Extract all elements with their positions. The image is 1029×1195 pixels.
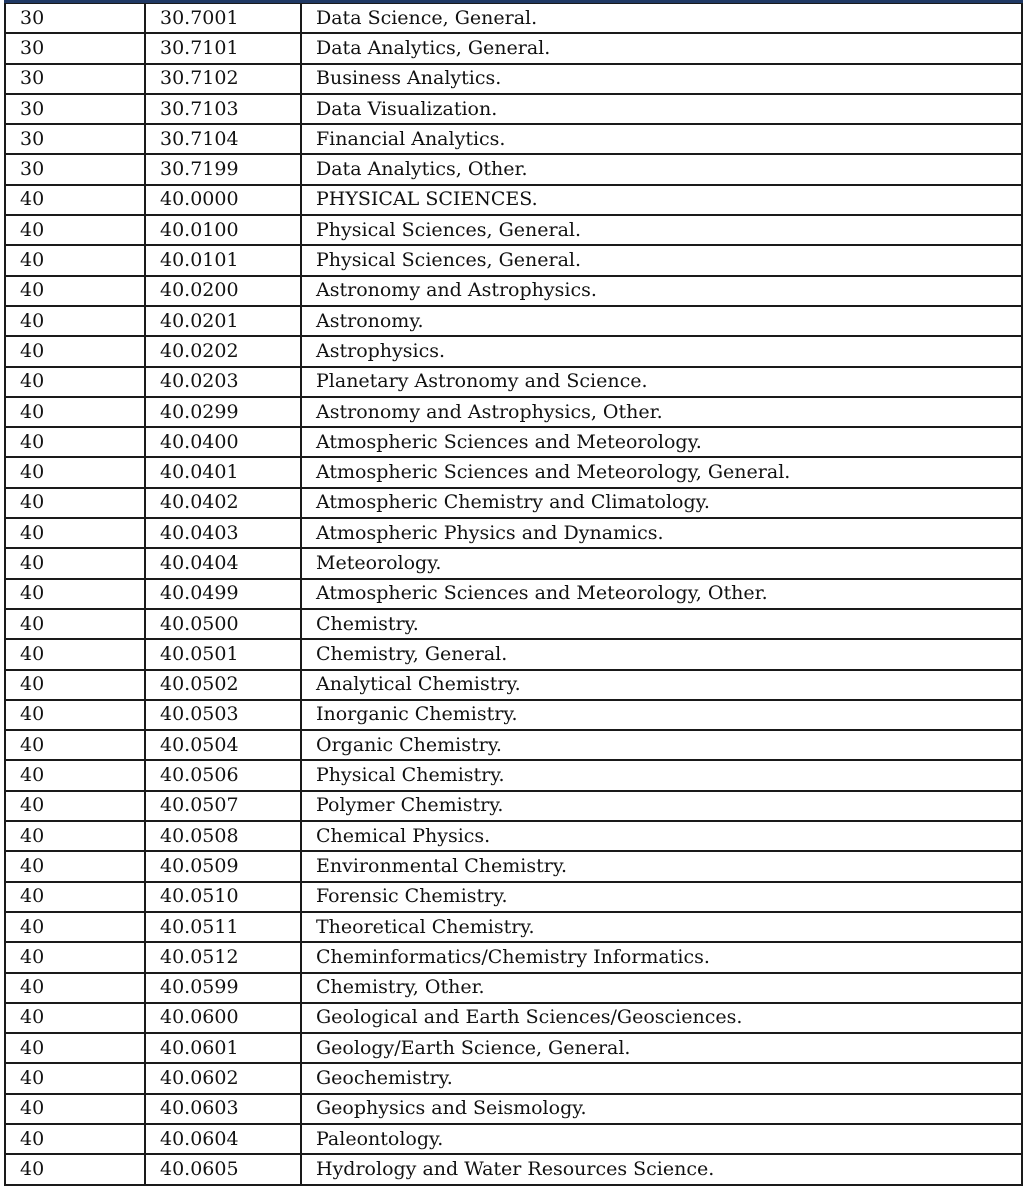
cip-family-cell: 40 (5, 518, 145, 548)
cip-code-cell: 40.0503 (145, 700, 301, 730)
table-row (5, 700, 1022, 730)
cip-title-cell: Theoretical Chemistry. (301, 912, 1022, 942)
cip-title-cell: Chemistry. (301, 609, 1022, 639)
cip-code-cell: 40.0605 (145, 1154, 301, 1184)
cip-family-cell: 40 (5, 397, 145, 427)
cip-code-cell: 40.0504 (145, 730, 301, 760)
cip-code-table (4, 3, 1023, 1186)
cip-title-cell: Atmospheric Sciences and Meteorology. (301, 427, 1022, 457)
table-row (5, 760, 1022, 790)
cip-title-cell: Astronomy and Astrophysics. (301, 276, 1022, 306)
cip-code-cell: 40.0400 (145, 427, 301, 457)
cip-family-cell: 40 (5, 1124, 145, 1154)
cip-code-cell: 40.0499 (145, 579, 301, 609)
cip-family-cell: 30 (5, 154, 145, 184)
cip-code-cell: 40.0600 (145, 1003, 301, 1033)
cip-code-cell: 30.7101 (145, 33, 301, 63)
cip-code-cell: 40.0403 (145, 518, 301, 548)
cip-code-cell: 40.0203 (145, 367, 301, 397)
table-row (5, 367, 1022, 397)
cip-family-cell: 40 (5, 306, 145, 336)
cip-family-cell: 30 (5, 94, 145, 124)
cip-code-cell: 40.0507 (145, 791, 301, 821)
cip-code-cell: 30.7103 (145, 94, 301, 124)
table-row (5, 276, 1022, 306)
cip-code-cell: 40.0509 (145, 851, 301, 881)
cip-code-cell: 30.7199 (145, 154, 301, 184)
cip-title-cell: Financial Analytics. (301, 124, 1022, 154)
table-row (5, 306, 1022, 336)
cip-family-cell: 40 (5, 942, 145, 972)
cip-code-cell: 40.0603 (145, 1094, 301, 1124)
cip-code-cell: 40.0512 (145, 942, 301, 972)
cip-title-cell: Atmospheric Physics and Dynamics. (301, 518, 1022, 548)
cip-title-cell: Atmospheric Chemistry and Climatology. (301, 488, 1022, 518)
cip-family-cell: 40 (5, 457, 145, 487)
cip-family-cell: 40 (5, 973, 145, 1003)
cip-family-cell: 40 (5, 427, 145, 457)
cip-title-cell: Forensic Chemistry. (301, 882, 1022, 912)
cip-title-cell: Physical Sciences, General. (301, 215, 1022, 245)
cip-code-cell: 40.0200 (145, 276, 301, 306)
cip-title-cell: Polymer Chemistry. (301, 791, 1022, 821)
cip-family-cell: 40 (5, 821, 145, 851)
table-row (5, 1124, 1022, 1154)
cip-family-cell: 40 (5, 609, 145, 639)
table-row (5, 518, 1022, 548)
cip-code-cell: 40.0402 (145, 488, 301, 518)
cip-code-cell: 40.0599 (145, 973, 301, 1003)
cip-code-cell: 40.0506 (145, 760, 301, 790)
cip-code-cell: 40.0511 (145, 912, 301, 942)
table-row (5, 427, 1022, 457)
cip-title-cell: Data Science, General. (301, 4, 1022, 34)
cip-code-cell: 40.0602 (145, 1063, 301, 1093)
table-row (5, 457, 1022, 487)
cip-code-cell: 40.0401 (145, 457, 301, 487)
cip-family-cell: 30 (5, 124, 145, 154)
cip-table-body (5, 4, 1022, 1185)
cip-title-cell: Business Analytics. (301, 64, 1022, 94)
cip-family-cell: 30 (5, 4, 145, 34)
table-row (5, 973, 1022, 1003)
table-row (5, 1063, 1022, 1093)
cip-title-cell: Paleontology. (301, 1124, 1022, 1154)
table-row (5, 154, 1022, 184)
table-row (5, 791, 1022, 821)
cip-code-cell: 30.7001 (145, 4, 301, 34)
cip-title-cell: Hydrology and Water Resources Science. (301, 1154, 1022, 1184)
table-row (5, 912, 1022, 942)
table-row (5, 851, 1022, 881)
table-row (5, 245, 1022, 275)
cip-code-cell: 30.7102 (145, 64, 301, 94)
cip-title-cell: Data Visualization. (301, 94, 1022, 124)
cip-title-cell: Meteorology. (301, 548, 1022, 578)
cip-code-cell: 40.0202 (145, 336, 301, 366)
cip-code-cell: 40.0500 (145, 609, 301, 639)
table-row (5, 336, 1022, 366)
cip-title-cell: Atmospheric Sciences and Meteorology, Other. (301, 579, 1022, 609)
cip-title-cell: Geophysics and Seismology. (301, 1094, 1022, 1124)
table-row (5, 124, 1022, 154)
cip-family-cell: 40 (5, 1063, 145, 1093)
cip-title-cell: Geological and Earth Sciences/Geosciences. (301, 1003, 1022, 1033)
cip-family-cell: 40 (5, 1033, 145, 1063)
cip-family-cell: 40 (5, 639, 145, 669)
cip-family-cell: 40 (5, 730, 145, 760)
cip-title-cell: Analytical Chemistry. (301, 670, 1022, 700)
cip-title-cell: Chemical Physics. (301, 821, 1022, 851)
table-row (5, 670, 1022, 700)
cip-code-cell: 40.0510 (145, 882, 301, 912)
table-row (5, 33, 1022, 63)
cip-family-cell: 40 (5, 336, 145, 366)
cip-code-cell: 40.0501 (145, 639, 301, 669)
cip-title-cell: Environmental Chemistry. (301, 851, 1022, 881)
cip-family-cell: 40 (5, 548, 145, 578)
table-row (5, 4, 1022, 34)
cip-family-cell: 30 (5, 33, 145, 63)
table-row (5, 942, 1022, 972)
cip-family-cell: 40 (5, 1094, 145, 1124)
cip-family-cell: 30 (5, 64, 145, 94)
cip-title-cell: Physical Chemistry. (301, 760, 1022, 790)
cip-family-cell: 40 (5, 912, 145, 942)
cip-code-cell: 40.0508 (145, 821, 301, 851)
cip-title-cell: Organic Chemistry. (301, 730, 1022, 760)
table-row (5, 1094, 1022, 1124)
table-row (5, 882, 1022, 912)
table-row (5, 397, 1022, 427)
cip-family-cell: 40 (5, 760, 145, 790)
cip-title-cell: Planetary Astronomy and Science. (301, 367, 1022, 397)
cip-code-cell: 40.0404 (145, 548, 301, 578)
cip-family-cell: 40 (5, 1154, 145, 1184)
cip-title-cell: Astronomy and Astrophysics, Other. (301, 397, 1022, 427)
cip-family-cell: 40 (5, 700, 145, 730)
table-row (5, 639, 1022, 669)
table-row (5, 1154, 1022, 1184)
cip-code-cell: 40.0604 (145, 1124, 301, 1154)
cip-family-cell: 40 (5, 215, 145, 245)
cip-title-cell: PHYSICAL SCIENCES. (301, 185, 1022, 215)
cip-title-cell: Geology/Earth Science, General. (301, 1033, 1022, 1063)
table-row (5, 185, 1022, 215)
table-row (5, 609, 1022, 639)
table-row (5, 821, 1022, 851)
cip-family-cell: 40 (5, 245, 145, 275)
cip-family-cell: 40 (5, 670, 145, 700)
cip-title-cell: Chemistry, Other. (301, 973, 1022, 1003)
table-row (5, 548, 1022, 578)
cip-title-cell: Data Analytics, Other. (301, 154, 1022, 184)
cip-family-cell: 40 (5, 367, 145, 397)
table-row (5, 64, 1022, 94)
cip-title-cell: Atmospheric Sciences and Meteorology, General. (301, 457, 1022, 487)
cip-family-cell: 40 (5, 185, 145, 215)
table-row (5, 215, 1022, 245)
cip-family-cell: 40 (5, 851, 145, 881)
table-row (5, 579, 1022, 609)
cip-title-cell: Astronomy. (301, 306, 1022, 336)
cip-code-cell: 40.0201 (145, 306, 301, 336)
cip-family-cell: 40 (5, 791, 145, 821)
table-row (5, 94, 1022, 124)
cip-title-cell: Geochemistry. (301, 1063, 1022, 1093)
cip-title-cell: Chemistry, General. (301, 639, 1022, 669)
cip-family-cell: 40 (5, 579, 145, 609)
cip-title-cell: Cheminformatics/Chemistry Informatics. (301, 942, 1022, 972)
cip-code-cell: 30.7104 (145, 124, 301, 154)
cip-title-cell: Astrophysics. (301, 336, 1022, 366)
cip-title-cell: Inorganic Chemistry. (301, 700, 1022, 730)
cip-code-cell: 40.0100 (145, 215, 301, 245)
cip-family-cell: 40 (5, 882, 145, 912)
table-row (5, 730, 1022, 760)
cip-title-cell: Physical Sciences, General. (301, 245, 1022, 275)
cip-family-cell: 40 (5, 276, 145, 306)
cip-code-cell: 40.0502 (145, 670, 301, 700)
cip-code-cell: 40.0601 (145, 1033, 301, 1063)
cip-code-cell: 40.0000 (145, 185, 301, 215)
table-row (5, 1003, 1022, 1033)
cip-title-cell: Data Analytics, General. (301, 33, 1022, 63)
table-row (5, 488, 1022, 518)
cip-code-cell: 40.0299 (145, 397, 301, 427)
table-row (5, 1033, 1022, 1063)
cip-code-cell: 40.0101 (145, 245, 301, 275)
cip-family-cell: 40 (5, 1003, 145, 1033)
cip-family-cell: 40 (5, 488, 145, 518)
